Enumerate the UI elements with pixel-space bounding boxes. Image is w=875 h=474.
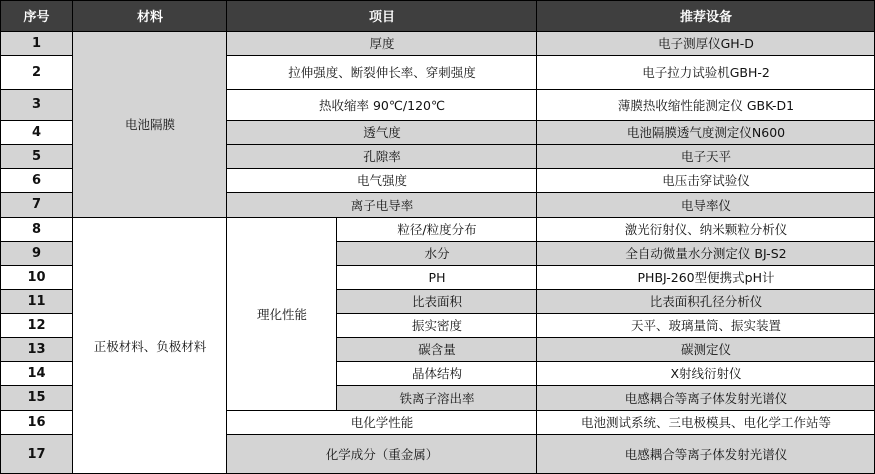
column-divider — [226, 0, 227, 474]
row-divider — [0, 361, 73, 362]
equipment-cell: 电感耦合等离子体发射光谱仪 — [537, 385, 875, 410]
item-cell: PH — [337, 265, 537, 289]
item-cell: 电气强度 — [227, 168, 537, 192]
row-number: 10 — [0, 265, 73, 289]
row-divider — [337, 385, 875, 386]
row-divider — [337, 241, 875, 242]
row-number: 3 — [0, 89, 73, 120]
material-electrode: 正极材料、负极材料 — [73, 217, 227, 474]
row-number: 13 — [0, 337, 73, 361]
material-separator: 电池隔膜 — [73, 31, 227, 217]
row-number: 15 — [0, 385, 73, 410]
equipment-cell: 全自动微量水分测定仪 BJ-S2 — [537, 241, 875, 265]
item-cell: 透气度 — [227, 120, 537, 144]
row-divider — [0, 241, 73, 242]
row-divider — [337, 337, 875, 338]
row-divider — [227, 410, 875, 411]
item-cell: 拉伸强度、断裂伸长率、穿刺强度 — [227, 55, 537, 89]
row-divider — [227, 55, 875, 56]
row-number: 9 — [0, 241, 73, 265]
equipment-cell: 激光衍射仪、纳米颗粒分析仪 — [537, 217, 875, 241]
row-divider — [0, 89, 73, 90]
row-divider — [0, 385, 73, 386]
equipment-cell: 电子拉力试验机GBH-2 — [537, 55, 875, 89]
item-cell: 孔隙率 — [227, 144, 537, 168]
row-divider — [227, 192, 875, 193]
row-divider — [0, 289, 73, 290]
row-number: 2 — [0, 55, 73, 89]
row-number: 12 — [0, 313, 73, 337]
row-divider — [0, 410, 73, 411]
row-divider — [337, 361, 875, 362]
row-divider — [0, 434, 73, 435]
row-divider — [227, 89, 875, 90]
row-divider — [0, 144, 73, 145]
row-number: 7 — [0, 192, 73, 217]
row-number: 11 — [0, 289, 73, 313]
row-divider — [337, 313, 875, 314]
row-divider — [0, 120, 73, 121]
row-number: 16 — [0, 410, 73, 434]
row-divider — [0, 265, 73, 266]
row-divider — [0, 31, 875, 32]
equipment-cell: 薄膜热收缩性能测定仪 GBK-D1 — [537, 89, 875, 120]
row-divider — [227, 144, 875, 145]
row-divider — [337, 265, 875, 266]
equipment-cell: 比表面积孔径分析仪 — [537, 289, 875, 313]
row-divider — [0, 337, 73, 338]
row-number: 4 — [0, 120, 73, 144]
equipment-cell: 电池测试系统、三电极模具、电化学工作站等 — [537, 410, 875, 434]
item-cell: 碳含量 — [337, 337, 537, 361]
item-cell: 热收缩率 90℃/120℃ — [227, 89, 537, 120]
item-cell: 比表面积 — [337, 289, 537, 313]
row-number: 8 — [0, 217, 73, 241]
row-divider — [337, 289, 875, 290]
item-cell: 离子电导率 — [227, 192, 537, 217]
row-divider — [227, 120, 875, 121]
row-divider — [0, 168, 73, 169]
row-divider — [227, 434, 875, 435]
item-cell: 化学成分（重金属） — [227, 434, 537, 474]
equipment-cell: 电池隔膜透气度测定仪N600 — [537, 120, 875, 144]
row-divider — [0, 55, 73, 56]
equipment-cell: 电导率仪 — [537, 192, 875, 217]
item-cell: 厚度 — [227, 31, 537, 55]
row-number: 17 — [0, 434, 73, 474]
header-item: 项目 — [227, 0, 537, 31]
equipment-cell: PHBJ-260型便携式pH计 — [537, 265, 875, 289]
equipment-cell: 天平、玻璃量筒、振实装置 — [537, 313, 875, 337]
row-divider — [0, 217, 875, 218]
table-border-top — [0, 0, 875, 1]
group-physchem: 理化性能 — [227, 217, 337, 410]
column-divider — [536, 0, 537, 474]
row-number: 5 — [0, 144, 73, 168]
row-divider — [227, 168, 875, 169]
item-cell: 水分 — [337, 241, 537, 265]
column-divider — [72, 0, 73, 474]
equipment-cell: 电子天平 — [537, 144, 875, 168]
row-number: 6 — [0, 168, 73, 192]
equipment-cell: 电感耦合等离子体发射光谱仪 — [537, 434, 875, 474]
item-cell: 电化学性能 — [227, 410, 537, 434]
item-cell: 晶体结构 — [337, 361, 537, 385]
item-cell: 振实密度 — [337, 313, 537, 337]
row-divider — [0, 313, 73, 314]
header-equipment: 推荐设备 — [537, 0, 875, 31]
row-divider — [0, 192, 73, 193]
item-cell: 粒径/粒度分布 — [337, 217, 537, 241]
header-seq: 序号 — [0, 0, 73, 31]
equipment-cell: 电压击穿试验仪 — [537, 168, 875, 192]
equipment-cell: X射线衍射仪 — [537, 361, 875, 385]
equipment-cell: 碳测定仪 — [537, 337, 875, 361]
row-number: 1 — [0, 31, 73, 55]
table-border-left — [0, 0, 1, 474]
item-cell: 铁离子溶出率 — [337, 385, 537, 410]
equipment-cell: 电子测厚仪GH-D — [537, 31, 875, 55]
header-material: 材料 — [73, 0, 227, 31]
row-number: 14 — [0, 361, 73, 385]
